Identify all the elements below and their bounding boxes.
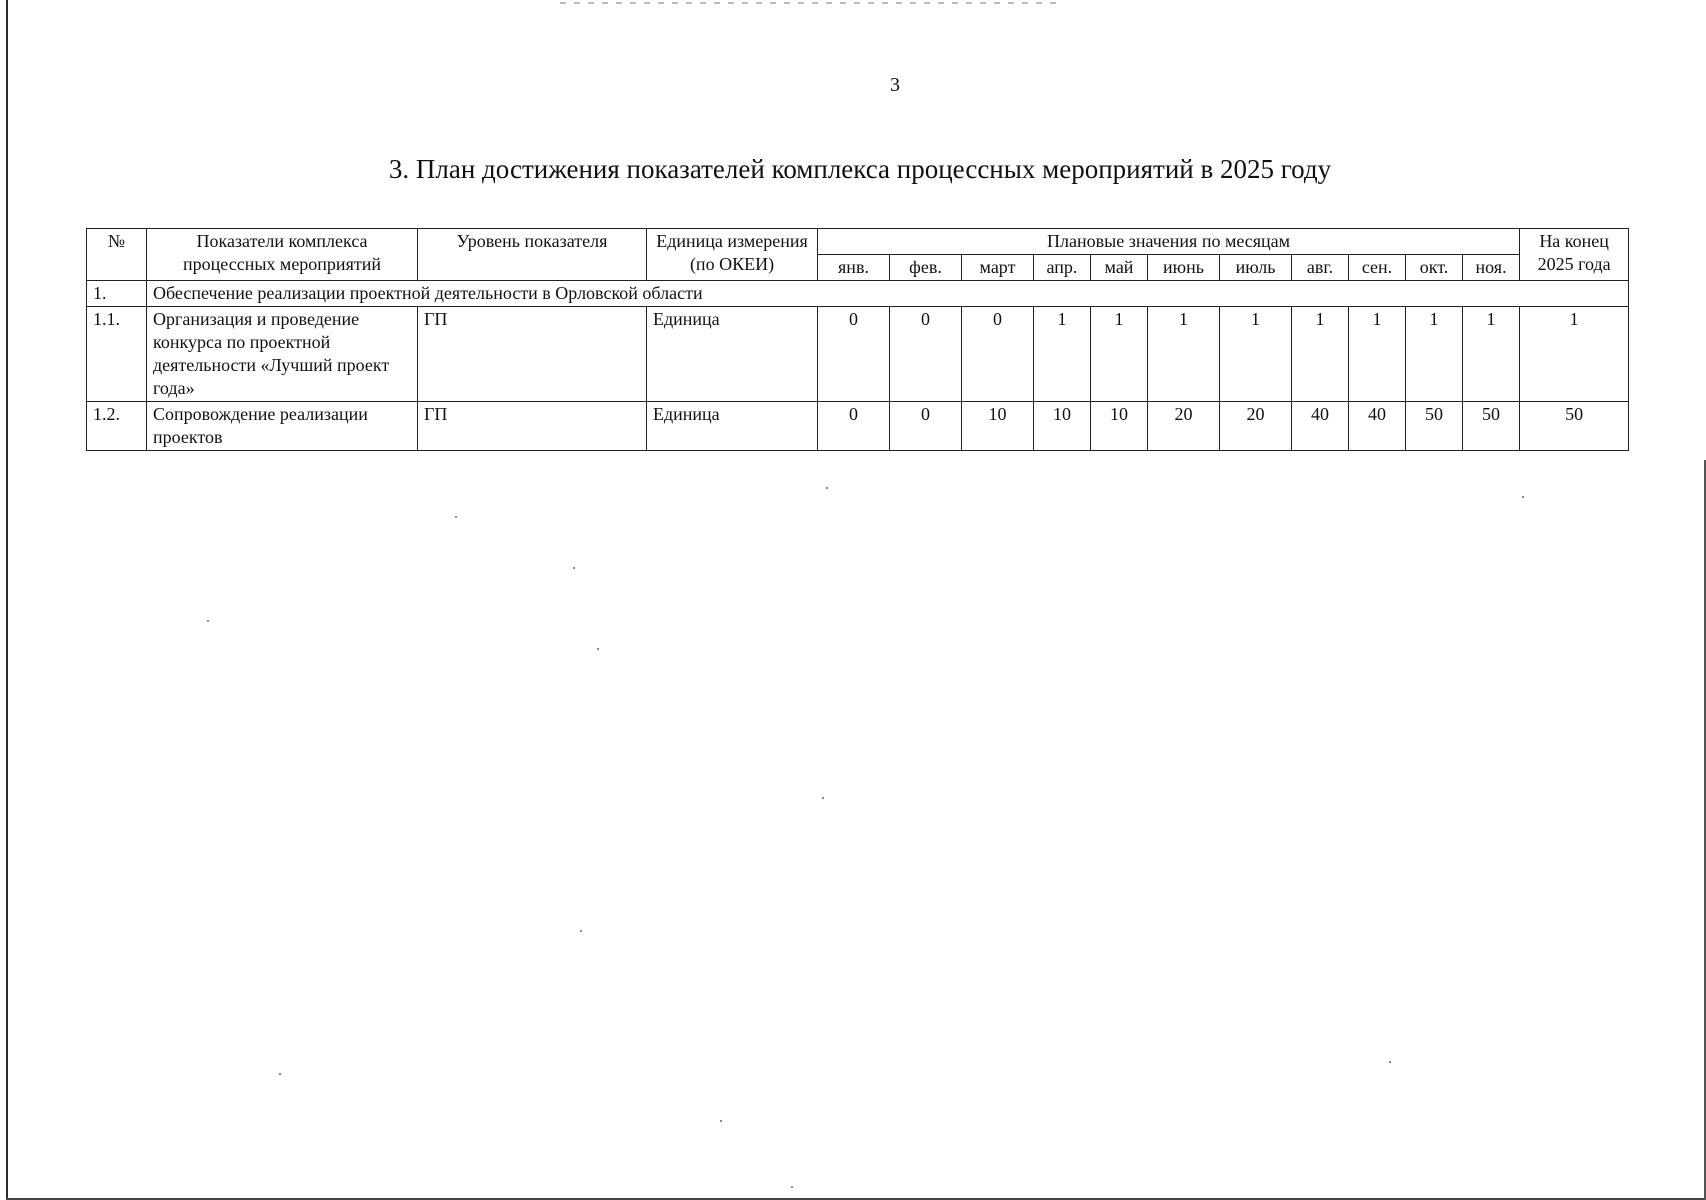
- page-title: 3. План достижения показателей комплекса процессных мероприятий в 2025 году: [388, 154, 1332, 184]
- header-num: №: [87, 229, 147, 281]
- row-num: 1.1.: [87, 307, 147, 402]
- row-month-value: 1: [1463, 307, 1520, 402]
- scan-speck: [455, 516, 457, 518]
- header-year-end: На конец 2025 года: [1520, 229, 1629, 281]
- header-month: май: [1091, 255, 1148, 281]
- header-month: апр.: [1034, 255, 1091, 281]
- section-num: 1.: [87, 281, 147, 307]
- header-month: июль: [1220, 255, 1292, 281]
- header-indicator: Показатели комплекса процессных мероприятий: [147, 229, 418, 281]
- scan-speck: [1522, 496, 1524, 498]
- row-month-value: 10: [1091, 402, 1148, 451]
- row-month-value: 0: [890, 307, 962, 402]
- header-plan-group: Плановые значения по месяцам: [818, 229, 1520, 255]
- scan-speck: [1389, 1061, 1391, 1063]
- row-month-value: 1: [1148, 307, 1220, 402]
- header-month: авг.: [1292, 255, 1349, 281]
- row-month-value: 10: [1034, 402, 1091, 451]
- scan-speck: [720, 1120, 722, 1122]
- scan-speck: [826, 487, 828, 489]
- scan-noise-top: [560, 2, 1060, 4]
- plan-table: [86, 228, 1629, 451]
- row-level: ГП: [418, 402, 647, 451]
- row-indicator: Организация и проведение конкурса по проектной деятельности «Лучший проект года»: [147, 307, 418, 402]
- header-unit: Единица измерения (по ОКЕИ): [647, 229, 818, 281]
- row-month-value: 0: [818, 307, 890, 402]
- row-month-value: 20: [1220, 402, 1292, 451]
- row-month-value: 40: [1349, 402, 1406, 451]
- row-month-value: 40: [1292, 402, 1349, 451]
- row-month-value: 1: [1292, 307, 1349, 402]
- row-month-value: 10: [962, 402, 1034, 451]
- row-month-value: 0: [962, 307, 1034, 402]
- scan-speck: [822, 797, 824, 799]
- row-month-value: 20: [1148, 402, 1220, 451]
- row-num: 1.2.: [87, 402, 147, 451]
- section-row: [87, 281, 1629, 307]
- row-year-end: 50: [1520, 402, 1629, 451]
- row-month-value: 1: [1034, 307, 1091, 402]
- row-indicator: Сопровождение реализации проектов: [147, 402, 418, 451]
- header-month: июнь: [1148, 255, 1220, 281]
- row-month-value: 1: [1220, 307, 1292, 402]
- table-row: [87, 402, 1629, 451]
- scan-speck: [279, 1073, 281, 1075]
- section-label: Обеспечение реализации проектной деятельности в Орловской области: [147, 281, 1629, 307]
- page-number: 3: [890, 74, 900, 96]
- header-month: ноя.: [1463, 255, 1520, 281]
- row-unit: Единица: [647, 402, 818, 451]
- scan-speck: [597, 648, 599, 650]
- row-level: ГП: [418, 307, 647, 402]
- row-month-value: 1: [1349, 307, 1406, 402]
- header-row-1: [87, 229, 1629, 255]
- header-month: фев.: [890, 255, 962, 281]
- header-level: Уровень показателя: [418, 229, 647, 281]
- header-month: сен.: [1349, 255, 1406, 281]
- header-month: март: [962, 255, 1034, 281]
- row-month-value: 1: [1091, 307, 1148, 402]
- row-month-value: 0: [890, 402, 962, 451]
- scan-speck: [573, 567, 575, 569]
- scan-speck: [207, 620, 209, 622]
- header-month: окт.: [1406, 255, 1463, 281]
- scan-speck: [580, 930, 582, 932]
- row-month-value: 0: [818, 402, 890, 451]
- scan-speck: [791, 1186, 793, 1188]
- row-month-value: 50: [1406, 402, 1463, 451]
- row-unit: Единица: [647, 307, 818, 402]
- table-row: [87, 307, 1629, 402]
- row-year-end: 1: [1520, 307, 1629, 402]
- row-month-value: 1: [1406, 307, 1463, 402]
- row-month-value: 50: [1463, 402, 1520, 451]
- header-month: янв.: [818, 255, 890, 281]
